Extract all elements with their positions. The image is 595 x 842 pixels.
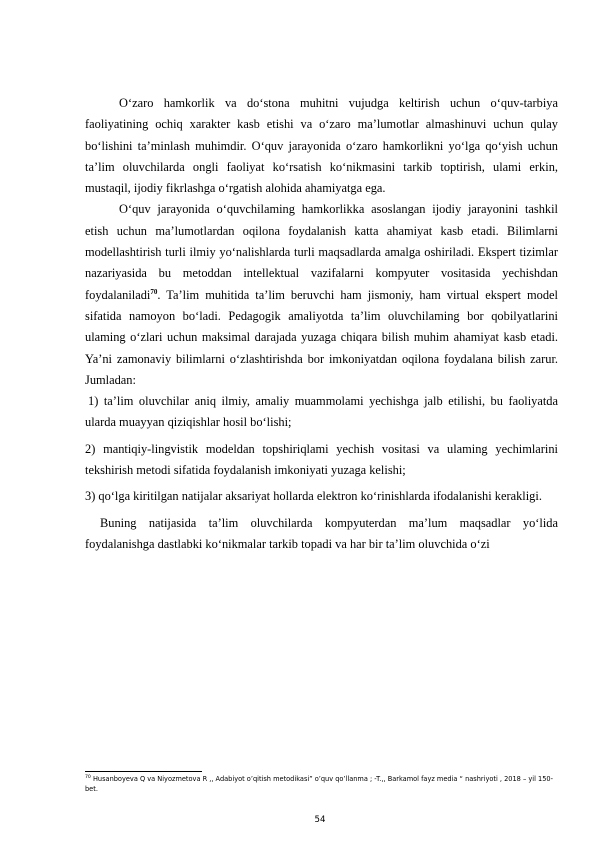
footnote-divider bbox=[85, 771, 202, 772]
body-text bbox=[85, 93, 558, 555]
paragraph-2 bbox=[85, 199, 558, 391]
paragraph-1: O‘zaro hamkorlik va do‘stona muhitni vujudga keltirish uchun o‘quv-tarbiya faoliyatining ochiq xarakter kasb etishi va o‘zaro ma’lumotlar almashinuvi uchun qulay bo‘lishini ta’minlash muhimdir. O‘quv jarayonida o‘zaro hamkorlikni yo‘lga qo‘yish uchun ta’lim oluvchilarda ongli faoliyat ko‘rsatish ko‘nikmasini tarkib toptirish, ulami erkin, mustaqil, ijodiy fikrlashga o‘rgatish alohida ahamiyatga ega. bbox=[85, 96, 558, 196]
paragraph-2-text-a: O‘quv jarayonida o‘quvchilaming hamkorlikka asoslangan ijodiy jarayonini tashkil etish uchun ma’lumotlardan oqilona foydalanish katta ahamiyat kasb etadi. Bilimlarni modellashtirish turli ilmiy yo‘nalishlarda turli maqsadlarda amalga oshiriladi. Ekspert tizimlar nazariyasida bu metoddan intellektual vazifalarni kompyuter vositasida yechishdan foydalaniladi bbox=[85, 202, 558, 302]
list-item-3: 3) qo‘lga kiritilgan natijalar aksariyat hollarda elektron ko‘rinishlarda ifodalanishi kerakligi. bbox=[85, 489, 542, 504]
page-number: 54 bbox=[314, 815, 326, 825]
paragraph-2-text-b: . Ta’lim muhitida ta’lim beruvchi ham jismoniy, ham virtual ekspert model sifatida namoyon bo‘ladi. Pedagogik amaliyotda ta’lim oluvchilaming bor qobilyatlarini ulaming o‘zlari uchun maksimal darajada yuzaga chiqara bilish muhim ahamiyat kasb etadi. Ya’ni zamonaviy bilimlarni o‘zlashtirishda bor imkoniyatdan oqilona foydalana bilish zarur. Jumladan: bbox=[85, 287, 558, 387]
footnote bbox=[85, 774, 558, 794]
footnote-number: 70 bbox=[85, 774, 91, 780]
footnote-text: Husanboyeva Q va Niyozmetova R ,, Adabiyot o’qitish metodikasi” o’quv qo’llanma ; -T.,, Barkamol fayz media “ nashriyoti , 2018 – yil 150-bet. bbox=[85, 775, 553, 794]
paragraph-3: Buning natijasida ta’lim oluvchilarda kompyuterdan ma’lum maqsadlar yo‘lida foydalanishga dastlabki ko‘nikmalar tarkib topadi va har bir ta’lim oluvchida o‘zi bbox=[85, 515, 558, 551]
footnote-reference[interactable]: 70 bbox=[150, 287, 158, 296]
list-item-1: 1) ta’lim oluvchilar aniq ilmiy, amaliy muammolami yechishga jalb etilishi, bu faoliyatda ularda muayyan qiziqishlar hosil bo‘lishi; bbox=[85, 394, 558, 430]
list-item-2: 2) mantiqiy-lingvistik modeldan topshiriqlami yechish vositasi va ulaming yechimlarini tekshirish metodi sifatida foydalanish imkoniyati yuzaga kelishi; bbox=[85, 441, 558, 478]
